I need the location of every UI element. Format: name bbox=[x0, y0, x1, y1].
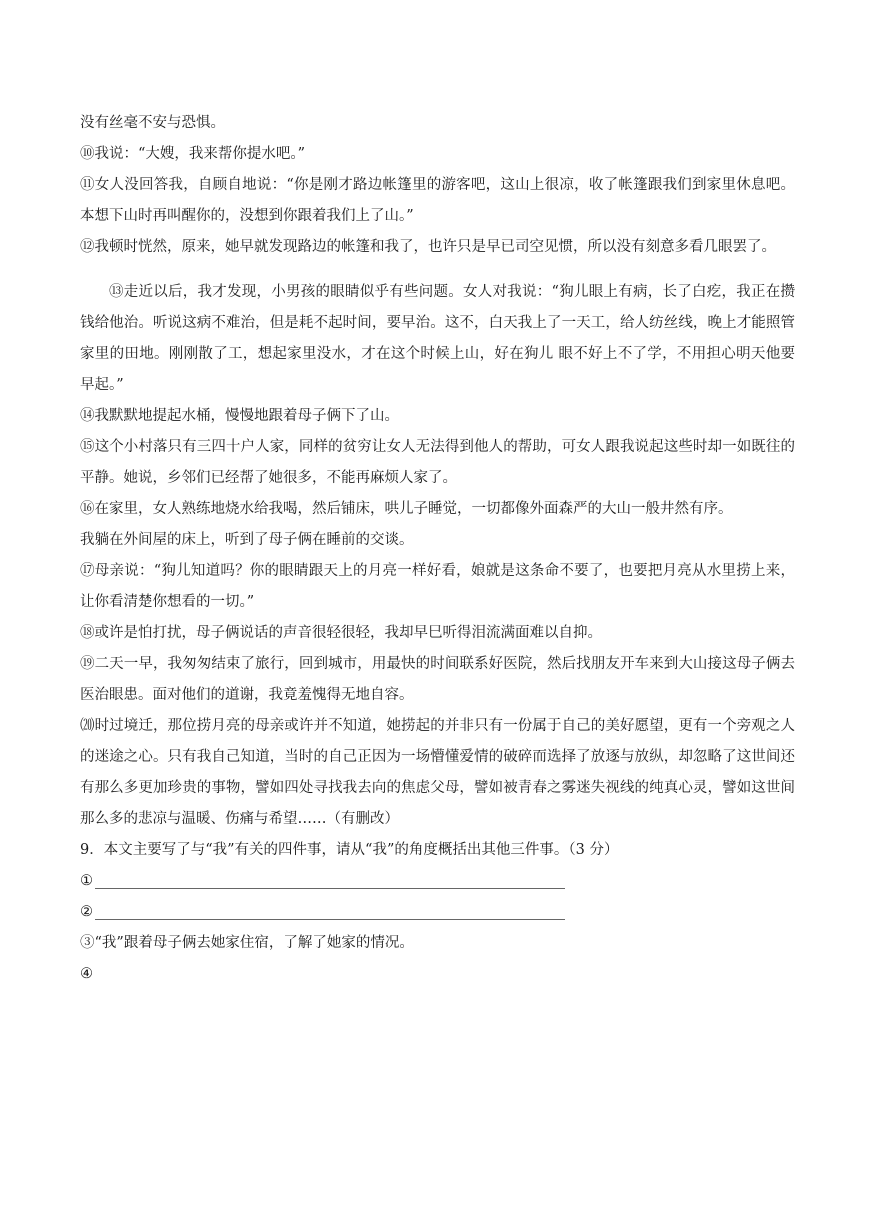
answer-blank-1[interactable] bbox=[95, 887, 565, 889]
paragraph-17: ⑰母亲说：“狗儿知道吗？你的眼睛跟天上的月亮一样好看，娘就是这条命不要了，也要把月亮从水里捞上来，让你看清楚你想看的一切。” bbox=[80, 563, 795, 610]
answer-item-1 bbox=[80, 866, 795, 897]
paragraph-14: ⑭我默默地提起水桶，慢慢地跟着母子俩下了山。 bbox=[80, 408, 399, 424]
answer-item-3 bbox=[80, 928, 795, 959]
answer-marker-4: ④ bbox=[80, 966, 93, 982]
document-page bbox=[80, 108, 795, 990]
paragraph-16: ⑯在家里，女人熟练地烧水给我喝，然后铺床，哄儿子睡觉，一切都像外面森严的大山一般井然有序。 bbox=[80, 501, 733, 517]
paragraph-10: ⑩我说：“大嫂，我来帮你提水吧。” bbox=[80, 146, 306, 162]
paragraph-15: ⑮这个小村落只有三四十户人家，同样的贫穷让女人无法得到他人的帮助，可女人跟我说起这些时却一如既往的平静。她说，乡邻们已经帮了她很多，不能再麻烦人家了。 bbox=[80, 439, 795, 486]
answer-text-3: “我”跟着母子俩去她家住宿，了解了她家的情况。 bbox=[94, 935, 414, 951]
paragraph-16-continued: 我躺在外间屋的床上，听到了母子俩在睡前的交谈。 bbox=[80, 532, 414, 548]
answer-blank-2[interactable] bbox=[95, 918, 565, 920]
answer-item-2 bbox=[80, 897, 795, 928]
paragraph-13: ⑬走近以后，我才发现，小男孩的眼睛似乎有些问题。女人对我说：“狗儿眼上有病，长了白疙，我正在攒钱给他治。听说这病不难治，但是耗不起时间，要早治。这不，白天我上了一天工，给人纺丝线，晚上才能照管家里的田地。刚刚散了工，想起家里没水，才在这个时候上山，好在狗儿 眼不好上不了学，不用担心明天他要早起。” bbox=[80, 284, 795, 393]
paragraph-11: ⑪女人没回答我，自顾自地说：“你是刚才路边帐篷里的游客吧，这山上很凉，收了帐篷跟我们到家里休息吧。本想下山时再叫醒你的，没想到你跟着我们上了山。” bbox=[80, 177, 795, 224]
answer-marker-3: ③ bbox=[80, 935, 95, 951]
paragraph-12: ⑫我顿时恍然，原来，她早就发现路边的帐篷和我了，也许只是早已司空见惯，所以没有刻意多看几眼罢了。 bbox=[80, 239, 776, 255]
paragraph-9-tail: 没有丝毫不安与恐惧。 bbox=[80, 115, 225, 131]
paragraph-20: ⒇时过境迁，那位捞月亮的母亲或许并不知道，她捞起的并非只有一份属于自己的美好愿望，更有一个旁观之人的迷途之心。只有我自己知道，当时的自己正因为一场懵懂爱情的破碎而选择了放逐与放纵，却忽略了这世间还有那么多更加珍贵的事物，譬如四处寻找我去向的焦虑父母，譬如被青春之雾迷失视线的纯真心灵，譬如这世间那么多的悲凉与温暖、伤痛与希望……（有删改） bbox=[80, 718, 795, 827]
paragraph-19: ⑲二天一早，我匆匆结束了旅行，回到城市，用最快的时间联系好医院，然后找朋友开车来到大山接这母子俩去医治眼患。面对他们的道谢，我竟羞愧得无地自容。 bbox=[80, 656, 795, 703]
answer-item-4 bbox=[80, 959, 795, 990]
answer-marker-1: ① bbox=[80, 873, 93, 889]
paragraph-18: ⑱或许是怕打扰，母子俩说话的声音很轻很轻，我却早巳听得泪流满面难以自抑。 bbox=[80, 625, 602, 641]
paragraph-gap bbox=[80, 263, 795, 277]
answer-marker-2: ② bbox=[80, 904, 93, 920]
question-9-prompt: 9．本文主要写了与“我”有关的四件事，请从“我”的角度概括出其他三件事。（3 分） bbox=[80, 842, 619, 858]
